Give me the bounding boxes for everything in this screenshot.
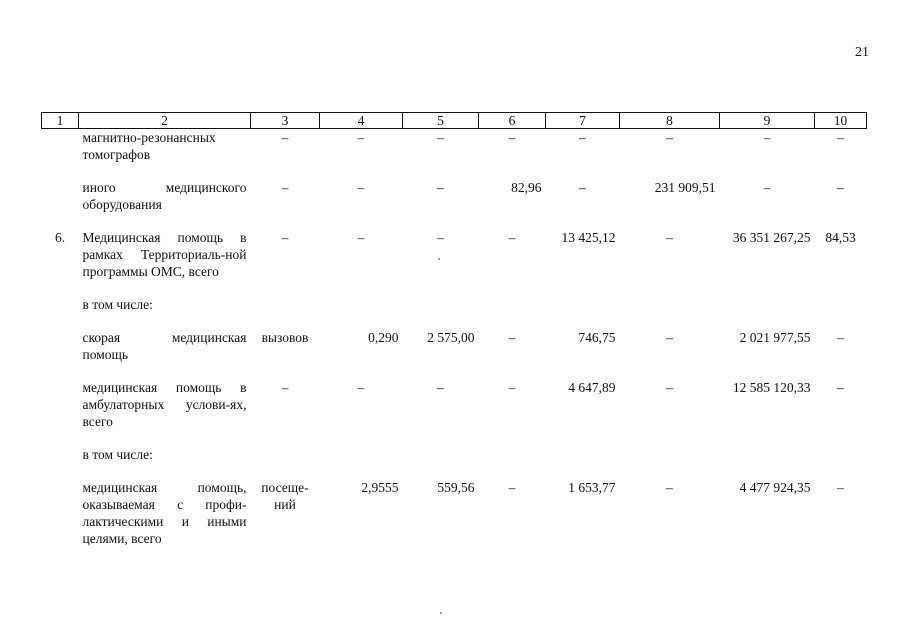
cell-col10: – [837, 180, 844, 195]
table-row [42, 296, 867, 313]
row-unit [251, 296, 320, 313]
cell-col6: – [508, 330, 516, 345]
cell-col8: 231 909,51 [654, 180, 716, 195]
scan-speck [438, 258, 440, 260]
header-cell: 8 [620, 113, 720, 129]
cell-col6: – [508, 380, 516, 395]
row-number [42, 446, 79, 463]
cell-col9: – [763, 130, 771, 145]
cell-col8: – [666, 130, 673, 145]
table-row [42, 179, 867, 213]
row-name: в том числе: [82, 297, 153, 312]
cell-col6: 82,96 [511, 180, 542, 195]
cell-col10 [815, 446, 867, 463]
cell-col5: – [437, 180, 444, 195]
cell-col7: – [579, 180, 586, 195]
row-number [42, 129, 79, 164]
row-name: Медицинская помощь в рамках Территориаль-ной программы ОМС, всего [82, 230, 247, 279]
cell-col6: – [508, 480, 516, 495]
cell-col10: – [837, 480, 844, 495]
table-row [42, 129, 867, 164]
cell-col4: – [357, 380, 365, 395]
cell-col5: – [437, 380, 444, 395]
cell-col7 [546, 296, 620, 313]
row-name: медицинская помощь, оказываемая с профи-лактическими и иными целями, всего [82, 480, 247, 546]
row-name: иного медицинского оборудования [82, 180, 247, 212]
budget-table [41, 112, 867, 547]
scan-speck [440, 612, 442, 614]
cell-col4: – [357, 180, 365, 195]
header-cell: 7 [546, 113, 620, 129]
page-number: 21 [855, 45, 869, 60]
cell-col8: – [666, 330, 673, 345]
cell-col5 [403, 296, 479, 313]
row-number [42, 379, 79, 430]
cell-col6 [479, 296, 546, 313]
column-number-header [42, 113, 867, 129]
header-cell: 1 [42, 113, 79, 129]
row-unit: посеще-ний [261, 480, 309, 512]
cell-col7: 13 425,12 [561, 230, 616, 245]
cell-col4: – [357, 130, 365, 145]
cell-col10: – [837, 380, 844, 395]
cell-col7: 746,75 [578, 330, 616, 345]
row-unit [251, 446, 320, 463]
row-number [42, 329, 79, 363]
cell-col4: 2,9555 [361, 480, 399, 495]
row-name: медицинская помощь в амбулаторных услови-ях, всего [82, 380, 247, 429]
header-cell: 6 [479, 113, 546, 129]
cell-col5: 2 575,00 [427, 330, 475, 345]
cell-col5: – [437, 130, 444, 145]
cell-col5: – [437, 230, 444, 245]
cell-col9: 2 021 977,55 [739, 330, 811, 345]
cell-col5 [403, 446, 479, 463]
row-unit: – [281, 130, 289, 145]
header-cell: 4 [320, 113, 403, 129]
table-row [42, 229, 867, 280]
table-row [42, 329, 867, 363]
cell-col6: – [508, 230, 516, 245]
cell-col9: 36 351 267,25 [732, 230, 811, 245]
table-row [42, 479, 867, 547]
header-cell: 2 [79, 113, 251, 129]
header-cell: 9 [720, 113, 815, 129]
cell-col10: – [837, 130, 844, 145]
cell-col8: – [666, 480, 673, 495]
cell-col4 [320, 296, 403, 313]
cell-col9: 12 585 120,33 [732, 380, 811, 395]
row-name: магнитно-резонансных томографов [82, 130, 216, 162]
header-cell: 10 [815, 113, 867, 129]
row-number: 6. [54, 230, 66, 245]
header-cell: 5 [403, 113, 479, 129]
cell-col9: – [763, 180, 771, 195]
row-name: скорая медицинская помощь [82, 330, 247, 362]
row-number [42, 179, 79, 213]
cell-col8: – [666, 230, 673, 245]
cell-col9: 4 477 924,35 [739, 480, 811, 495]
cell-col4: 0,290 [368, 330, 399, 345]
cell-col8 [620, 446, 720, 463]
row-unit: – [281, 180, 289, 195]
cell-col7: 1 653,77 [568, 480, 616, 495]
cell-col8 [620, 296, 720, 313]
cell-col7: – [579, 130, 586, 145]
row-number [42, 479, 79, 547]
cell-col10: 84,53 [825, 230, 856, 245]
header-cell: 3 [251, 113, 320, 129]
cell-col4: – [357, 230, 365, 245]
cell-col10 [815, 296, 867, 313]
cell-col7: 4 647,89 [568, 380, 616, 395]
cell-col6 [479, 446, 546, 463]
cell-col10: – [837, 330, 844, 345]
cell-col9 [720, 446, 815, 463]
row-number [42, 296, 79, 313]
cell-col7 [546, 446, 620, 463]
row-name: в том числе: [82, 447, 153, 462]
cell-col4 [320, 446, 403, 463]
cell-col5: 559,56 [437, 480, 475, 495]
row-unit: вызовов [261, 330, 309, 345]
cell-col9 [720, 296, 815, 313]
table-row [42, 379, 867, 430]
table-row [42, 446, 867, 463]
row-unit: – [281, 380, 289, 395]
cell-col6: – [508, 130, 516, 145]
cell-col8: – [666, 380, 673, 395]
row-unit: – [281, 230, 289, 245]
